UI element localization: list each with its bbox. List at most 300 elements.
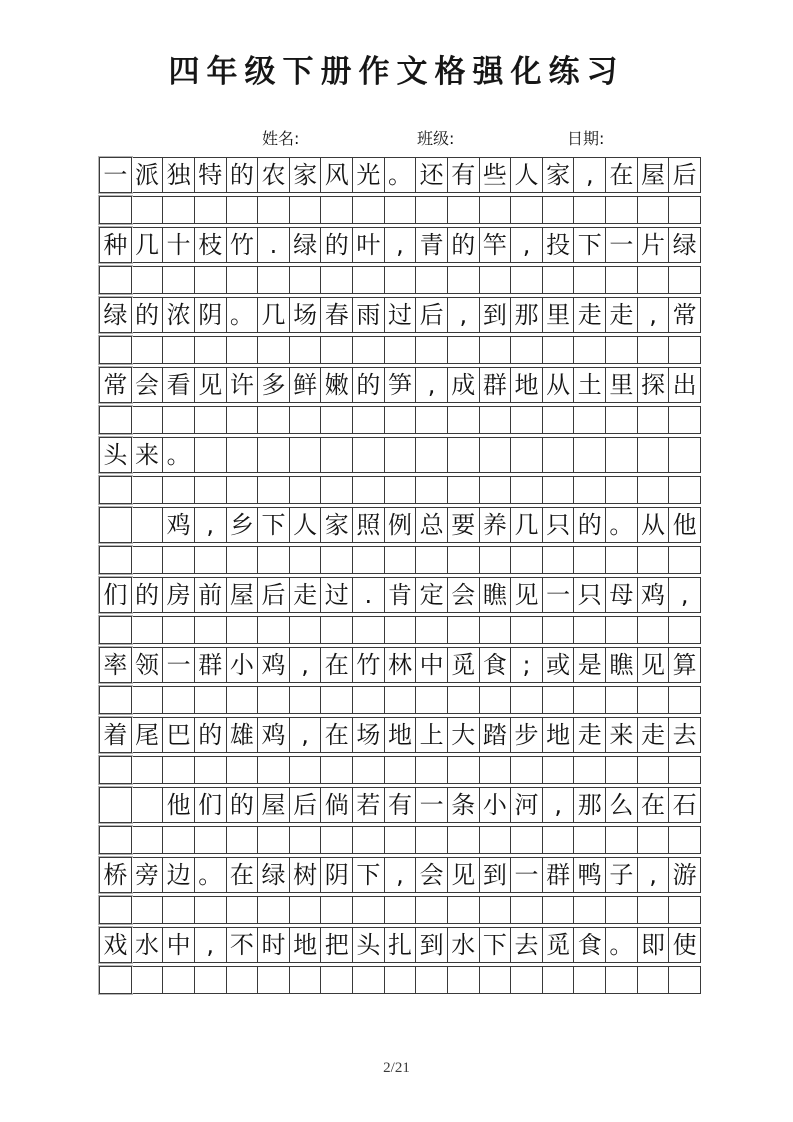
blank-row bbox=[99, 266, 701, 294]
grid-cell: 。 bbox=[385, 158, 416, 192]
grid-cell: 那 bbox=[574, 788, 605, 822]
grid-cell: 家 bbox=[321, 508, 352, 542]
grid-cell: 是 bbox=[574, 648, 605, 682]
grid-cell: 到 bbox=[480, 858, 511, 892]
grid-cell: 会 bbox=[416, 858, 447, 892]
grid-cell bbox=[290, 547, 321, 573]
grid-cell: 不 bbox=[227, 928, 258, 962]
grid-cell bbox=[669, 438, 700, 472]
grid-cell bbox=[100, 407, 131, 433]
grid-cell: 从 bbox=[543, 368, 574, 402]
grid-cell bbox=[132, 477, 163, 503]
grid-cell bbox=[100, 197, 131, 223]
grid-cell bbox=[543, 337, 574, 363]
grid-cell bbox=[543, 197, 574, 223]
grid-cell bbox=[132, 547, 163, 573]
grid-cell: 鸡 bbox=[638, 578, 669, 612]
grid-cell bbox=[353, 337, 384, 363]
grid-cell: 。 bbox=[195, 858, 226, 892]
grid-cell bbox=[543, 407, 574, 433]
grid-cell bbox=[543, 757, 574, 783]
grid-cell bbox=[290, 477, 321, 503]
grid-cell bbox=[100, 508, 131, 542]
grid-cell: , bbox=[195, 928, 226, 962]
grid-cell bbox=[480, 547, 511, 573]
grid-cell: 在 bbox=[321, 648, 352, 682]
grid-cell bbox=[258, 687, 289, 713]
grid-cell bbox=[353, 547, 384, 573]
grid-cell bbox=[163, 967, 194, 993]
page-number: 2/21 bbox=[383, 1060, 410, 1076]
grid-cell bbox=[638, 477, 669, 503]
grid-cell bbox=[321, 827, 352, 853]
grid-cell: 一 bbox=[543, 578, 574, 612]
grid-cell bbox=[448, 687, 479, 713]
grid-cell bbox=[511, 438, 542, 472]
grid-cell bbox=[195, 757, 226, 783]
grid-cell bbox=[669, 267, 700, 293]
grid-cell bbox=[511, 827, 542, 853]
grid-cell bbox=[321, 477, 352, 503]
grid-cell bbox=[669, 687, 700, 713]
grid-cell: 地 bbox=[385, 718, 416, 752]
grid-cell: 的 bbox=[448, 228, 479, 262]
grid-cell: 雨 bbox=[353, 298, 384, 332]
grid-cell: 地 bbox=[511, 368, 542, 402]
grid-cell bbox=[669, 617, 700, 643]
grid-cell bbox=[100, 967, 131, 993]
grid-cell: 总 bbox=[416, 508, 447, 542]
grid-cell bbox=[606, 197, 637, 223]
grid-cell: 母 bbox=[606, 578, 637, 612]
grid-cell: 特 bbox=[195, 158, 226, 192]
grid-cell bbox=[543, 897, 574, 923]
grid-cell: 照 bbox=[353, 508, 384, 542]
grid-cell: 他 bbox=[669, 508, 700, 542]
grid-cell: 觅 bbox=[543, 928, 574, 962]
grid-cell bbox=[511, 337, 542, 363]
grid-cell bbox=[448, 617, 479, 643]
grid-cell: 雄 bbox=[227, 718, 258, 752]
grid-cell bbox=[480, 827, 511, 853]
grid-cell: 多 bbox=[258, 368, 289, 402]
grid-cell: 的 bbox=[132, 298, 163, 332]
grid-cell bbox=[606, 687, 637, 713]
grid-cell: 风 bbox=[321, 158, 352, 192]
grid-cell bbox=[258, 617, 289, 643]
grid-cell bbox=[606, 407, 637, 433]
grid-cell bbox=[290, 617, 321, 643]
grid-cell: 上 bbox=[416, 718, 447, 752]
grid-cell bbox=[574, 897, 605, 923]
blank-row bbox=[99, 476, 701, 504]
grid-cell: 常 bbox=[669, 298, 700, 332]
grid-cell: 的 bbox=[574, 508, 605, 542]
grid-cell bbox=[163, 897, 194, 923]
grid-cell bbox=[321, 547, 352, 573]
grid-cell: , bbox=[195, 508, 226, 542]
grid-cell bbox=[227, 438, 258, 472]
grid-cell bbox=[132, 687, 163, 713]
grid-cell bbox=[385, 897, 416, 923]
grid-cell: 过 bbox=[385, 298, 416, 332]
grid-cell bbox=[163, 407, 194, 433]
grid-cell bbox=[100, 757, 131, 783]
grid-cell bbox=[290, 897, 321, 923]
text-row bbox=[99, 227, 701, 263]
grid-cell bbox=[574, 827, 605, 853]
grid-cell bbox=[195, 267, 226, 293]
grid-cell bbox=[543, 967, 574, 993]
grid-cell bbox=[448, 337, 479, 363]
grid-cell: 房 bbox=[163, 578, 194, 612]
grid-cell: 家 bbox=[543, 158, 574, 192]
page-title: 四年级下册作文格强化练习 bbox=[168, 54, 625, 89]
grid-cell bbox=[669, 337, 700, 363]
grid-cell: 竿 bbox=[480, 228, 511, 262]
grid-cell: 一 bbox=[606, 228, 637, 262]
grid-cell: 人 bbox=[290, 508, 321, 542]
grid-cell: 见 bbox=[511, 578, 542, 612]
grid-cell: 条 bbox=[448, 788, 479, 822]
grid-cell bbox=[385, 757, 416, 783]
grid-cell: 探 bbox=[638, 368, 669, 402]
text-row bbox=[99, 157, 701, 193]
grid-cell: ; bbox=[511, 648, 542, 682]
grid-cell bbox=[195, 827, 226, 853]
grid-cell bbox=[385, 687, 416, 713]
grid-cell: 中 bbox=[163, 928, 194, 962]
grid-cell: 鸭 bbox=[574, 858, 605, 892]
grid-cell bbox=[574, 477, 605, 503]
blank-row bbox=[99, 196, 701, 224]
grid-cell: 场 bbox=[290, 298, 321, 332]
grid-cell bbox=[321, 897, 352, 923]
grid-cell bbox=[480, 897, 511, 923]
grid-cell: 群 bbox=[543, 858, 574, 892]
grid-cell bbox=[100, 337, 131, 363]
blank-row bbox=[99, 616, 701, 644]
text-row bbox=[99, 927, 701, 963]
grid-cell: 从 bbox=[638, 508, 669, 542]
grid-cell bbox=[100, 897, 131, 923]
grid-cell: 过 bbox=[321, 578, 352, 612]
grid-cell bbox=[574, 687, 605, 713]
grid-cell: 桥 bbox=[100, 858, 131, 892]
grid-cell: 阴 bbox=[195, 298, 226, 332]
grid-cell: 几 bbox=[132, 228, 163, 262]
grid-cell bbox=[669, 407, 700, 433]
grid-cell: 屋 bbox=[227, 578, 258, 612]
grid-cell bbox=[574, 337, 605, 363]
grid-cell bbox=[258, 477, 289, 503]
grid-cell bbox=[638, 547, 669, 573]
grid-cell: 阴 bbox=[321, 858, 352, 892]
grid-cell: 青 bbox=[416, 228, 447, 262]
grid-cell: 石 bbox=[669, 788, 700, 822]
grid-cell: 。 bbox=[163, 438, 194, 472]
grid-cell bbox=[448, 827, 479, 853]
grid-cell: 旁 bbox=[132, 858, 163, 892]
grid-cell bbox=[448, 547, 479, 573]
grid-cell bbox=[385, 827, 416, 853]
grid-cell: 把 bbox=[321, 928, 352, 962]
grid-cell bbox=[132, 757, 163, 783]
grid-cell bbox=[100, 687, 131, 713]
grid-cell bbox=[195, 197, 226, 223]
grid-cell bbox=[669, 477, 700, 503]
grid-cell: 农 bbox=[258, 158, 289, 192]
text-row bbox=[99, 577, 701, 613]
grid-cell: 屋 bbox=[638, 158, 669, 192]
composition-grid bbox=[99, 157, 701, 997]
grid-cell: 一 bbox=[511, 858, 542, 892]
header-fields bbox=[0, 126, 793, 150]
grid-cell: 巴 bbox=[163, 718, 194, 752]
grid-cell bbox=[511, 267, 542, 293]
grid-cell: 绿 bbox=[100, 298, 131, 332]
grid-cell: 们 bbox=[100, 578, 131, 612]
grid-cell: 。 bbox=[227, 298, 258, 332]
grid-cell bbox=[416, 438, 447, 472]
grid-cell bbox=[543, 477, 574, 503]
grid-cell bbox=[132, 897, 163, 923]
grid-cell bbox=[353, 827, 384, 853]
grid-cell: 有 bbox=[448, 158, 479, 192]
grid-cell: 那 bbox=[511, 298, 542, 332]
grid-cell bbox=[290, 337, 321, 363]
grid-cell bbox=[448, 967, 479, 993]
grid-cell bbox=[606, 617, 637, 643]
grid-cell bbox=[416, 477, 447, 503]
grid-cell bbox=[638, 337, 669, 363]
grid-cell bbox=[480, 967, 511, 993]
grid-cell bbox=[511, 897, 542, 923]
grid-cell bbox=[258, 897, 289, 923]
blank-row bbox=[99, 406, 701, 434]
grid-cell bbox=[100, 547, 131, 573]
grid-cell: , bbox=[638, 858, 669, 892]
grid-cell: 们 bbox=[195, 788, 226, 822]
grid-cell bbox=[543, 827, 574, 853]
grid-cell: 率 bbox=[100, 648, 131, 682]
grid-cell bbox=[132, 617, 163, 643]
grid-cell bbox=[543, 547, 574, 573]
grid-cell bbox=[227, 337, 258, 363]
grid-cell bbox=[574, 267, 605, 293]
text-row bbox=[99, 367, 701, 403]
grid-cell bbox=[321, 757, 352, 783]
grid-cell bbox=[353, 617, 384, 643]
grid-cell: 定 bbox=[416, 578, 447, 612]
grid-cell: 走 bbox=[574, 718, 605, 752]
grid-cell bbox=[543, 267, 574, 293]
grid-cell bbox=[480, 477, 511, 503]
grid-cell bbox=[385, 267, 416, 293]
grid-cell: 后 bbox=[416, 298, 447, 332]
grid-cell: 去 bbox=[669, 718, 700, 752]
grid-cell: 瞧 bbox=[480, 578, 511, 612]
grid-cell: 鲜 bbox=[290, 368, 321, 402]
grid-cell: 土 bbox=[574, 368, 605, 402]
grid-cell: 来 bbox=[132, 438, 163, 472]
grid-cell: 独 bbox=[163, 158, 194, 192]
grid-cell: 走 bbox=[606, 298, 637, 332]
grid-cell bbox=[606, 967, 637, 993]
grid-cell bbox=[385, 197, 416, 223]
grid-cell: 鸡 bbox=[163, 508, 194, 542]
grid-cell: , bbox=[385, 228, 416, 262]
grid-cell bbox=[163, 827, 194, 853]
grid-cell: 里 bbox=[543, 298, 574, 332]
grid-cell: 来 bbox=[606, 718, 637, 752]
grid-cell: 在 bbox=[638, 788, 669, 822]
grid-cell bbox=[448, 267, 479, 293]
grid-cell bbox=[638, 267, 669, 293]
text-row bbox=[99, 857, 701, 893]
grid-cell bbox=[227, 897, 258, 923]
grid-cell: 屋 bbox=[258, 788, 289, 822]
grid-cell bbox=[480, 438, 511, 472]
grid-cell: 几 bbox=[511, 508, 542, 542]
grid-cell: 十 bbox=[163, 228, 194, 262]
grid-cell: 的 bbox=[195, 718, 226, 752]
grid-cell bbox=[290, 407, 321, 433]
grid-cell bbox=[258, 438, 289, 472]
grid-cell bbox=[480, 757, 511, 783]
grid-cell: , bbox=[416, 368, 447, 402]
grid-cell: 竹 bbox=[227, 228, 258, 262]
grid-cell: 。 bbox=[606, 508, 637, 542]
blank-row bbox=[99, 966, 701, 994]
grid-cell bbox=[321, 687, 352, 713]
grid-cell bbox=[416, 337, 447, 363]
grid-cell: , bbox=[511, 228, 542, 262]
grid-cell: 地 bbox=[543, 718, 574, 752]
grid-cell: 么 bbox=[606, 788, 637, 822]
grid-cell: 小 bbox=[480, 788, 511, 822]
grid-cell bbox=[163, 757, 194, 783]
grid-cell bbox=[132, 508, 163, 542]
grid-cell bbox=[163, 267, 194, 293]
grid-cell: 下 bbox=[353, 858, 384, 892]
grid-cell: 领 bbox=[132, 648, 163, 682]
grid-cell: 大 bbox=[448, 718, 479, 752]
grid-cell: 的 bbox=[132, 578, 163, 612]
grid-cell bbox=[195, 617, 226, 643]
grid-cell: , bbox=[385, 858, 416, 892]
grid-cell: 使 bbox=[669, 928, 700, 962]
grid-cell: 乡 bbox=[227, 508, 258, 542]
grid-cell bbox=[163, 197, 194, 223]
grid-cell bbox=[669, 197, 700, 223]
grid-cell bbox=[227, 827, 258, 853]
grid-cell: 倘 bbox=[321, 788, 352, 822]
grid-cell: 后 bbox=[669, 158, 700, 192]
grid-cell bbox=[574, 197, 605, 223]
grid-cell: 鸡 bbox=[258, 718, 289, 752]
grid-cell bbox=[353, 197, 384, 223]
grid-cell: 时 bbox=[258, 928, 289, 962]
grid-cell: 群 bbox=[195, 648, 226, 682]
grid-cell: 成 bbox=[448, 368, 479, 402]
grid-cell: 踏 bbox=[480, 718, 511, 752]
grid-cell: 家 bbox=[290, 158, 321, 192]
grid-cell: 若 bbox=[353, 788, 384, 822]
grid-cell bbox=[195, 438, 226, 472]
grid-cell bbox=[669, 547, 700, 573]
grid-cell bbox=[448, 438, 479, 472]
grid-cell bbox=[511, 617, 542, 643]
grid-cell: 的 bbox=[353, 368, 384, 402]
grid-cell bbox=[416, 757, 447, 783]
grid-cell bbox=[385, 438, 416, 472]
grid-cell: 头 bbox=[353, 928, 384, 962]
grid-cell: 水 bbox=[132, 928, 163, 962]
grid-cell bbox=[132, 788, 163, 822]
grid-cell bbox=[511, 547, 542, 573]
grid-cell bbox=[321, 267, 352, 293]
grid-cell bbox=[227, 267, 258, 293]
grid-cell bbox=[290, 757, 321, 783]
grid-cell bbox=[290, 687, 321, 713]
grid-cell bbox=[132, 967, 163, 993]
grid-cell: 林 bbox=[385, 648, 416, 682]
grid-cell bbox=[195, 897, 226, 923]
grid-cell bbox=[227, 687, 258, 713]
blank-row bbox=[99, 756, 701, 784]
grid-cell: 他 bbox=[163, 788, 194, 822]
grid-cell: 小 bbox=[227, 648, 258, 682]
grid-cell: 派 bbox=[132, 158, 163, 192]
grid-cell: 绿 bbox=[258, 858, 289, 892]
grid-cell bbox=[606, 827, 637, 853]
grid-cell bbox=[448, 407, 479, 433]
grid-cell bbox=[321, 407, 352, 433]
grid-cell bbox=[416, 897, 447, 923]
grid-cell: 下 bbox=[574, 228, 605, 262]
grid-cell bbox=[321, 967, 352, 993]
grid-cell: 中 bbox=[416, 648, 447, 682]
grid-cell: 枝 bbox=[195, 228, 226, 262]
grid-cell: 春 bbox=[321, 298, 352, 332]
grid-cell bbox=[258, 827, 289, 853]
grid-cell bbox=[480, 337, 511, 363]
grid-cell: 树 bbox=[290, 858, 321, 892]
grid-cell bbox=[195, 407, 226, 433]
grid-cell bbox=[353, 967, 384, 993]
grid-cell: 食 bbox=[480, 648, 511, 682]
text-row bbox=[99, 437, 701, 473]
grid-cell bbox=[258, 547, 289, 573]
grid-cell bbox=[416, 617, 447, 643]
class-field-label: 班级: bbox=[417, 129, 455, 148]
grid-cell bbox=[638, 617, 669, 643]
grid-cell: 下 bbox=[480, 928, 511, 962]
grid-cell bbox=[511, 757, 542, 783]
grid-cell bbox=[416, 197, 447, 223]
grid-cell: 的 bbox=[321, 228, 352, 262]
grid-cell bbox=[480, 687, 511, 713]
grid-cell bbox=[195, 967, 226, 993]
grid-cell: 步 bbox=[511, 718, 542, 752]
grid-cell: 前 bbox=[195, 578, 226, 612]
grid-cell: 绿 bbox=[290, 228, 321, 262]
grid-cell bbox=[574, 407, 605, 433]
grid-cell bbox=[606, 547, 637, 573]
text-row bbox=[99, 717, 701, 753]
grid-cell: 戏 bbox=[100, 928, 131, 962]
